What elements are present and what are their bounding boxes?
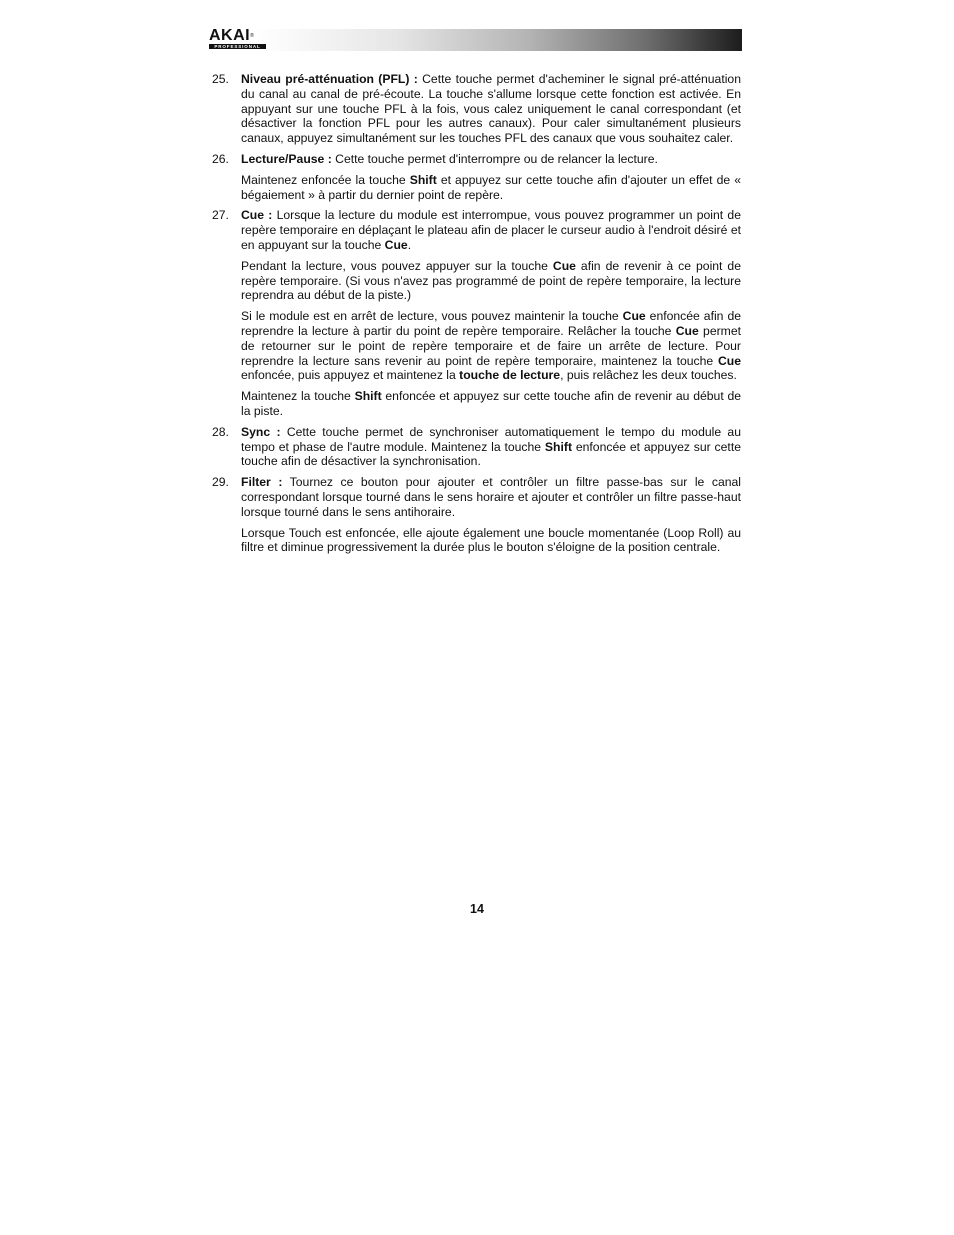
paragraph bbox=[241, 152, 741, 167]
bold-text: Cue : bbox=[241, 208, 273, 223]
paragraph bbox=[241, 173, 741, 203]
bold-text: Shift bbox=[409, 172, 437, 187]
bold-text: Cue bbox=[384, 237, 408, 252]
bold-text: Cue bbox=[622, 309, 646, 324]
bold-text: Shift bbox=[544, 439, 572, 454]
bold-text: Cue bbox=[552, 258, 576, 273]
text-run: enfoncée et appuyez sur cette touche afin de désactiver la synchronisation. bbox=[241, 439, 741, 469]
bold-text: Lecture/Pause : bbox=[241, 151, 332, 166]
text-run: enfoncée et appuyez sur cette touche afin de revenir au début de la piste. bbox=[241, 389, 742, 418]
header-bar bbox=[208, 29, 742, 51]
text-run: . bbox=[407, 237, 412, 252]
list-item-number: 28. bbox=[212, 424, 229, 439]
text-run: Cette touche permet d'acheminer le signal pré-atténuation du canal au canal de pré-écoute. La touche s'allume lorsque cette fonction est activée. En appuyant sur une touche PFL à la fois, vous calez uniquement le canal correspondant (et désactiver la fonction PFL pour les autres canaux). Pour caler simultanément plusieurs canaux, appuyez simultanément sur les touches PFL des canaux que vous souhaitez caler. bbox=[241, 72, 741, 146]
list-item bbox=[212, 152, 741, 202]
page-number: 14 bbox=[470, 902, 484, 916]
text-run: Maintenez la touche bbox=[241, 389, 355, 404]
text-run: Lorsque la lecture du module est interrompue, vous pouvez programmer un point de repère temporaire en déplaçant le plateau afin de placer le curseur audio à l'endroit désiré et en appuyant sur la touche bbox=[241, 208, 741, 252]
akai-logo bbox=[208, 27, 268, 50]
paragraph bbox=[241, 259, 741, 303]
paragraph bbox=[241, 309, 741, 383]
text-run: Cette touche permet d'interrompre ou de relancer la lecture. bbox=[331, 151, 658, 166]
list-item bbox=[212, 425, 741, 469]
list-item-number: 26. bbox=[212, 151, 229, 166]
list-item-number: 25. bbox=[212, 72, 229, 86]
text-run: , puis relâchez les deux touches. bbox=[560, 368, 737, 383]
text-run: Tournez ce bouton pour ajouter et contrôler un filtre passe-bas sur le canal correspondant lorsque tourné dans le sens horaire et ajouter et contrôler un filtre passe-haut lorsque tourné dans le sens antihoraire. bbox=[241, 475, 741, 519]
paragraph bbox=[241, 72, 741, 146]
bold-text: Shift bbox=[354, 389, 382, 404]
bold-text: Cue bbox=[717, 353, 741, 368]
paragraph bbox=[241, 208, 741, 252]
bold-text: Sync : bbox=[241, 424, 281, 439]
list-item bbox=[212, 72, 741, 146]
text-run: Cette touche permet de synchroniser automatiquement le tempo du module au tempo et phase de l'autre module. Maintenez la touche bbox=[241, 424, 741, 454]
text-run: Pendant la lecture, vous pouvez appuyer sur la touche bbox=[241, 258, 553, 273]
text-run: Lorsque Touch est enfoncée, elle ajoute également une boucle momentanée (Loop Roll) au filtre et diminue progressivement la durée plus le bouton s'éloigne de la position centrale. bbox=[241, 525, 741, 555]
text-run: Maintenez enfoncée la touche bbox=[241, 172, 410, 187]
bold-text: touche de lecture bbox=[459, 368, 561, 383]
paragraph bbox=[241, 526, 741, 556]
paragraph bbox=[241, 475, 741, 519]
logo-subtitle: PROFESSIONAL bbox=[209, 44, 266, 49]
text-run: permet de retourner sur le point de repère temporaire et de faire un arrête de lecture. Pour reprendre la lecture sans revenir au point de repère temporaire, maintenez la touche bbox=[241, 323, 741, 368]
document-body bbox=[212, 72, 741, 561]
paragraph bbox=[241, 389, 741, 419]
list-item bbox=[212, 475, 741, 555]
bold-text: Niveau pré-atténuation (PFL) : bbox=[241, 72, 418, 86]
logo-wordmark: AKAI® bbox=[209, 27, 254, 44]
list-item bbox=[212, 208, 741, 418]
text-run: enfoncée afin de reprendre la lecture à partir du point de repère temporaire. Relâcher la touche bbox=[241, 309, 741, 338]
text-run: Si le module est en arrêt de lecture, vous pouvez maintenir la touche bbox=[241, 309, 623, 324]
text-run: afin de revenir à ce point de repère temporaire. (Si vous n'avez pas programmé de point de repère temporaire, la lecture reprendra au début de la piste.) bbox=[241, 258, 741, 303]
text-run: et appuyez sur cette touche afin d'ajouter un effet de « bégaiement » à partir du dernier point de repère. bbox=[241, 172, 741, 202]
bold-text: Filter : bbox=[241, 475, 283, 490]
list-item-number: 27. bbox=[212, 208, 229, 223]
bold-text: Cue bbox=[675, 323, 699, 338]
list-item-number: 29. bbox=[212, 475, 229, 490]
paragraph bbox=[241, 425, 741, 469]
text-run: enfoncée, puis appuyez et maintenez la bbox=[241, 368, 460, 383]
